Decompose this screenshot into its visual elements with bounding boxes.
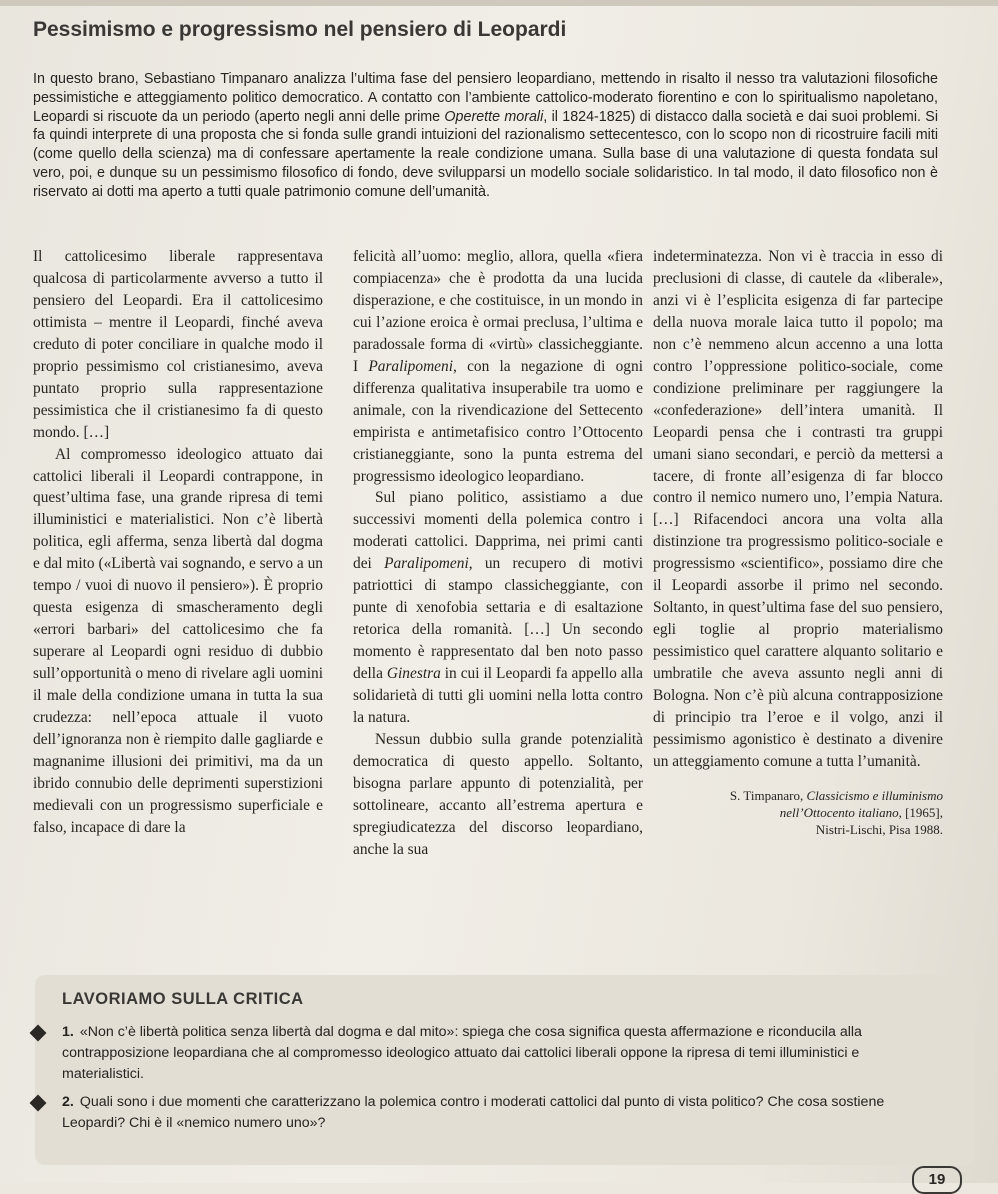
citation-year: , [1965],	[898, 804, 943, 820]
page-title: Pessimismo e progressismo nel pensiero di Leopardi	[33, 18, 567, 41]
top-border	[0, 0, 998, 6]
col2-p2-work2: Ginestra	[386, 665, 441, 683]
col1-paragraph-1: Il cattolicesimo liberale rappresentava qualcosa di particolarmente avverso a tutto il pensiero del Leopardi. Era il cattolicesimo ottimista – mentre il Leopardi, finché aveva creduto di poter conciliare in qualche modo il proprio pessimismo col cristianesimo, aveva puntato proprio sulla rappresentazione pessimistica che il cristianesimo fa di questo mondo. […]	[33, 248, 323, 441]
col2-paragraph-3: Nessun dubbio sulla grande potenzialità democratica di questo appello. Soltanto, bisogna parlare appunto di potenzialità, per sottolineare, accanto all’estrema apertura e spregiudicatezza del discorso leopardiano, anche la sua	[353, 730, 643, 858]
col2-p1-end: , con la negazione di ogni differenza qualitativa insuperabile tra uomo e animale, con la rivendicazione del Settecento empirista e antimetafisico contro l’Ottocento cristianeggiante, sono la punta estrema del progressismo ideologico leopardiano.	[353, 357, 643, 485]
col2-p2-work: Paralipomeni	[384, 555, 469, 573]
question-1-text: «Non c’è libertà politica senza libertà dal dogma e dal mito»: spiega che cosa significa questa affermazione e riconducila alla contrapposizione leopardiana che al compromesso ideologico attuato dai cattolici liberali oppone la ripresa di temi illuministici e materialistici.	[62, 1024, 862, 1082]
page-number: 19	[912, 1166, 962, 1194]
intro-text-1: In questo brano, Sebastiano Timpanaro analizza l’ultima fase del pensiero leopardiano, mettendo in risalto il nesso tra valutazioni filosofiche pessimistiche e atteggiamento politico democratico. A contatto con l’ambiente cattolico-moderato fiorentino e con lo spiritualismo napoletano, Leopardi si riscuote da un periodo (aperto negli anni delle prime	[33, 71, 938, 125]
col2-p2-end: in cui il Leopardi fa appello alla solidarietà di tutti gli uomini nella lotta contro la natura.	[353, 665, 644, 727]
col2-p1-text: felicità all’uomo: meglio, allora, quella «fiera compiacenza» che è prodotta da una lucida disperazione, e che costituisce, in un mondo in cui l’azione eroica è ormai preclusa, l’ultima e paradossale forma di «virtù» classicheggiante. I	[353, 248, 643, 375]
citation	[653, 787, 943, 838]
col2-p2-mid: , un recupero di motivi patriottici di stampo classicheggiante, con punte di xenofobia settaria e di esaltazione retorica della romanità. […] Un secondo momento è rappresentato dal ben noto passo della	[353, 555, 644, 683]
question-1	[62, 1022, 942, 1085]
col2-paragraph-2	[353, 487, 643, 728]
intro-text-2: , il 1824-1825) di distacco dalla società e dai suoi problemi. Si fa quindi interprete di una proposta che si fonda sulle grandi intuizioni del razionalismo settecentesco, con lo scopo non di ricostruire facili miti (come quello della scienza) ma di confessare apertamente la reale condizione umana. Sulla base di una valutazione di questa fondata sul vero, poi, e dunque su un pessimismo filosofico di fondo, deve svilupparsi un modello sociale solidaristico. In tal modo, il dato filosofico non è riservato ai dotti ma aperto a tutti quale patrimonio comune dell’umanità.	[33, 108, 938, 200]
col2-p1-work: Paralipomeni	[368, 357, 453, 375]
citation-work: Classicismo e illuminismo nell’Ottocento italiano	[779, 787, 943, 820]
col2-paragraph-1	[353, 246, 643, 487]
question-2-number: 2.	[62, 1094, 74, 1110]
question-2-text: Quali sono i due momenti che caratterizzano la polemica contro i moderati cattolici dal punto di vista politico? Che cosa sostiene Leopardi? Chi è il «nemico numero uno»?	[62, 1094, 885, 1131]
citation-publisher: Nistri-Lischi, Pisa 1988.	[815, 821, 943, 837]
column-3	[653, 246, 943, 838]
col2-p2-text: Sul piano politico, assistiamo a due successivi momenti della polemica contro i moderati cattolici. Dapprima, nei primi canti dei	[353, 489, 643, 573]
col1-paragraph-2: Al compromesso ideologico attuato dai cattolici liberali il Leopardi contrappone, in quest’ultima fase, una grande ripresa di temi illuministici e materialistici. Non c’è libertà politica, egli afferma, senza libertà dal dogma e dal mito («Libertà vai sognando, e servo a un tempo / vuoi di nuovo il pensiero»). È proprio questa esigenza di smascheramento degli «errori barbari» del cattolicesimo che fa superare al Leopardi ogni residuo di dubbio sull’opportunità o meno di rivelare agli uomini il male della condizione umana in tutta la sua crudezza: nell’epoca attuale il vuoto dell’ignoranza non è riempito dalle gagliarde e magnanime illusioni dei primitivi, ma da un ibrido connubio delle deprimenti superstizioni medievali con un progressismo superficiale e falso, incapace di dare la	[33, 445, 323, 836]
exercise-title: LAVORIAMO SULLA CRITICA	[62, 990, 304, 1008]
essay-columns	[33, 246, 943, 976]
question-2	[62, 1092, 942, 1134]
column-2	[353, 246, 643, 861]
intro-paragraph	[33, 70, 938, 202]
intro-work-title: Operette morali	[444, 108, 544, 125]
question-1-number: 1.	[62, 1024, 74, 1040]
col3-paragraph-1: indeterminatezza. Non vi è traccia in esso di preclusioni di classe, di cautele da «liberale», anzi vi è l’esplicita esigenza di far partecipe della nuova morale laica tutto il popolo; ma non c’è nemmeno alcun accenno a una lotta contro l’oppressione politico-sociale, come condizione preliminare per raggiungere la «confederazione» dell’intera umanità. Il Leopardi pensa che i contrasti tra gruppi umani siano secondari, e perciò da mettersi a tacere, di fronte all’esigenza di far blocco contro il nemico numero uno, l’empia Natura. […] Rifacendoci ancora una volta alla distinzione tra progressismo politico-sociale e progressismo «scientifico», possiamo dire che il Leopardi assorbe il primo nel secondo. Soltanto, in quest’ultima fase del suo pensiero, egli toglie al proprio materialismo pessimistico quel carattere alquanto solitario e umbratile che aveva assunto negli anni di Bologna. Non c’è più alcuna contrapposizione di principio tra l’eroe e il volgo, anzi il pessimismo agonistico è destinato a divenire un atteggiamento comune a tutta l’umanità.	[653, 248, 943, 770]
column-1	[33, 246, 323, 839]
citation-author: S. Timpanaro,	[729, 787, 807, 803]
